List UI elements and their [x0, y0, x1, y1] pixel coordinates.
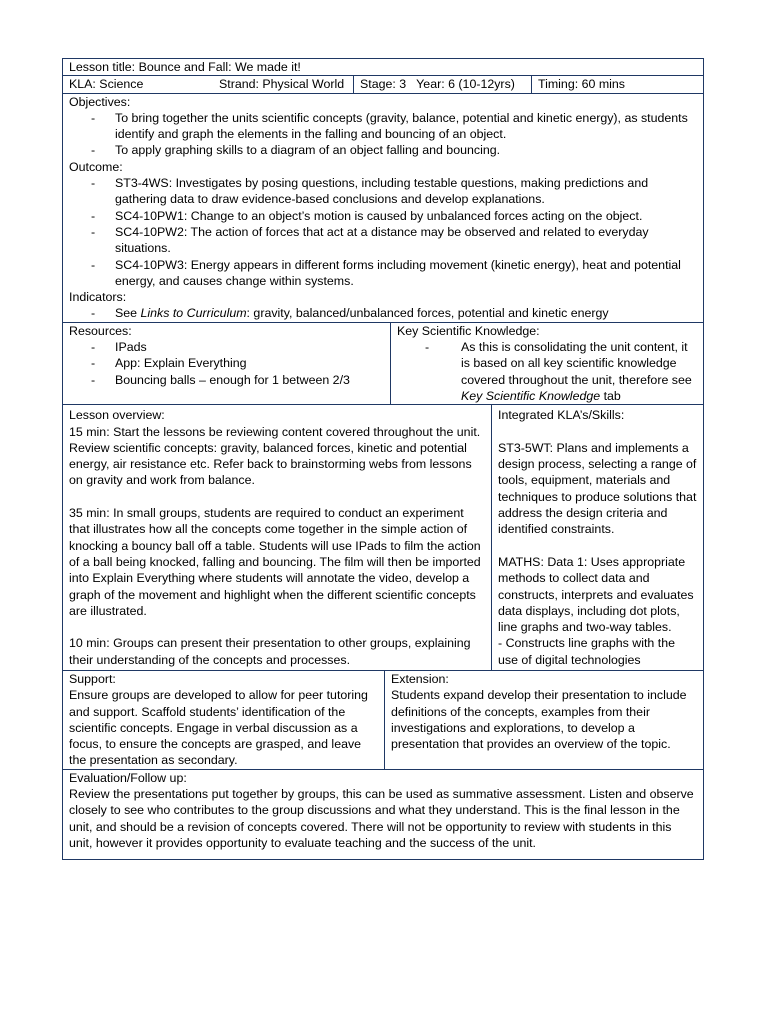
- overview-paragraph: 35 min: In small groups, students are required to conduct an experiment that illustrates how all the concepts come together in the simple action of knocking a bouncy ball off a table. Students will use IPads to film the action of a ball being knocked, falling and bouncing. The film will then be imported into Explain Everything where students will annotate the video, develop a graph of the movement and highlight when the different scientific concepts are illustrated.: [69, 506, 481, 618]
- support-extension-row: [63, 671, 703, 770]
- integrated-skills-cell: [491, 405, 703, 670]
- resource-item: - App: Explain Everything: [69, 355, 370, 371]
- objectives-label: Objectives:: [69, 94, 131, 109]
- outcome-item: - SC4-10PW1: Change to an object’s motion is caused by unbalanced forces acting on the object.: [69, 208, 697, 224]
- overview-paragraph: 10 min: Groups can present their presentation to other groups, explaining their understanding of the concepts and processes.: [69, 636, 471, 667]
- indicators-label: Indicators:: [69, 290, 127, 305]
- objective-item: - To bring together the units scientific concepts (gravity, balance, potential and kinetic energy), as students identify and graph the elements in the falling and bouncing of an object.: [69, 110, 697, 143]
- key-knowledge-link: Key Scientific Knowledge: [461, 388, 601, 403]
- year-value: Year: 6 (10-12yrs): [416, 77, 515, 92]
- meta-row: [63, 76, 703, 93]
- lesson-overview-cell: [63, 405, 491, 670]
- stage-value: Stage: 3: [360, 77, 407, 92]
- key-knowledge-cell: [390, 323, 703, 404]
- stage-year-cell: [353, 76, 531, 92]
- key-knowledge-text: As this is consolidating the unit content, it is based on all key scientific knowledge covered throughout the unit, therefore see: [461, 340, 692, 387]
- kla-cell: KLA: Science: [69, 77, 144, 92]
- resource-item: - IPads: [69, 339, 370, 355]
- resource-item: - Bouncing balls – enough for 1 between 2/3: [69, 372, 370, 388]
- objectives-list: [69, 110, 697, 159]
- integrated-paragraph: MATHS: Data 1: Uses appropriate methods to collect data and constructs, interprets and evaluates data displays, including dot plots, line graphs and two-way tables.: [498, 554, 694, 635]
- objectives-outcome-row: [63, 94, 703, 323]
- outcome-item: - SC4-10PW2: The action of forces that act at a distance may be observed and related to everyday situations.: [69, 224, 697, 257]
- objectives-outcome-cell: [63, 94, 703, 322]
- curriculum-link-text: Links to Curriculum: [140, 306, 247, 321]
- key-knowledge-label: Key Scientific Knowledge:: [397, 323, 540, 338]
- key-knowledge-list: [397, 339, 697, 404]
- indicator-rest: : gravity, balanced/unbalanced forces, potential and kinetic energy: [246, 306, 609, 321]
- outcome-item: - SC4-10PW3: Energy appears in different forms including movement (kinetic energy), heat and potential energy, and causes change within systems.: [69, 257, 697, 290]
- timing-cell: Timing: 60 mins: [531, 76, 703, 92]
- evaluation-text: Review the presentations put together by groups, this can be used as summative assessment. Listen and observe closely to see who contributes to the group discussions and what they understand. This is the final lesson in the unit, and should be a revision of concepts covered. There will not be opportunity to review with students in this unit, however it provides opportunity to evaluate teaching and the success of the unit.: [69, 787, 694, 850]
- integrated-extra: - Constructs line graphs with the use of digital technologies: [498, 636, 675, 667]
- outcome-list: [69, 175, 697, 289]
- indicators-list: [69, 305, 697, 321]
- support-cell: [63, 671, 384, 769]
- key-knowledge-suffix: tab: [600, 388, 621, 403]
- outcome-label: Outcome:: [69, 159, 123, 174]
- support-label: Support:: [69, 671, 116, 686]
- support-text: Ensure groups are developed to allow for peer tutoring and support. Scaffold students’ identification of the scientific concepts. Engage in verbal discussion as a focus, to ensure the concepts are grasped, and leave the presentation as secondary.: [69, 688, 368, 768]
- evaluation-cell: [63, 770, 703, 859]
- objective-item: - To apply graphing skills to a diagram of an object falling and bouncing.: [69, 142, 697, 158]
- resources-label: Resources:: [69, 323, 132, 338]
- lesson-plan-table: [62, 58, 704, 860]
- extension-label: Extension:: [391, 671, 449, 686]
- title-row: [63, 59, 703, 76]
- integrated-skills-label: Integrated KLA’s/Skills:: [498, 408, 625, 423]
- resources-cell: [63, 323, 390, 404]
- resources-row: [63, 323, 703, 405]
- indicator-item: [69, 305, 697, 321]
- indicator-prefix: See: [115, 306, 141, 321]
- lesson-title: Lesson title: Bounce and Fall: We made it!: [69, 60, 301, 74]
- overview-paragraph: 15 min: Start the lessons be reviewing content covered throughout the unit. Review scientific concepts: gravity, balanced forces, kinetic and potential energy, air resistance etc. Refer back to brainstorming webs from lessons on gravity and work from balance.: [69, 424, 481, 488]
- overview-row: [63, 405, 703, 671]
- outcome-item: - ST3-4WS: Investigates by posing questions, including testable questions, making predictions and gathering data to draw evidence-based conclusions and develop explanations.: [69, 175, 697, 208]
- strand-cell: Strand: Physical World: [219, 77, 345, 92]
- lesson-overview-label: Lesson overview:: [69, 408, 165, 423]
- integrated-paragraph: ST3-5WT: Plans and implements a design process, selecting a range of tools, equipment, materials and techniques to produce solutions that address the design criteria and identified constraints.: [498, 440, 697, 537]
- extension-text: Students expand develop their presentation to include definitions of the concepts, examples from their investigations and explorations, to develop a presentation that provides an overview of the topic.: [391, 688, 687, 752]
- evaluation-row: [63, 770, 703, 859]
- extension-cell: [384, 671, 703, 769]
- key-knowledge-item: [397, 339, 697, 404]
- resources-list: [69, 339, 384, 388]
- evaluation-label: Evaluation/Follow up:: [69, 770, 187, 785]
